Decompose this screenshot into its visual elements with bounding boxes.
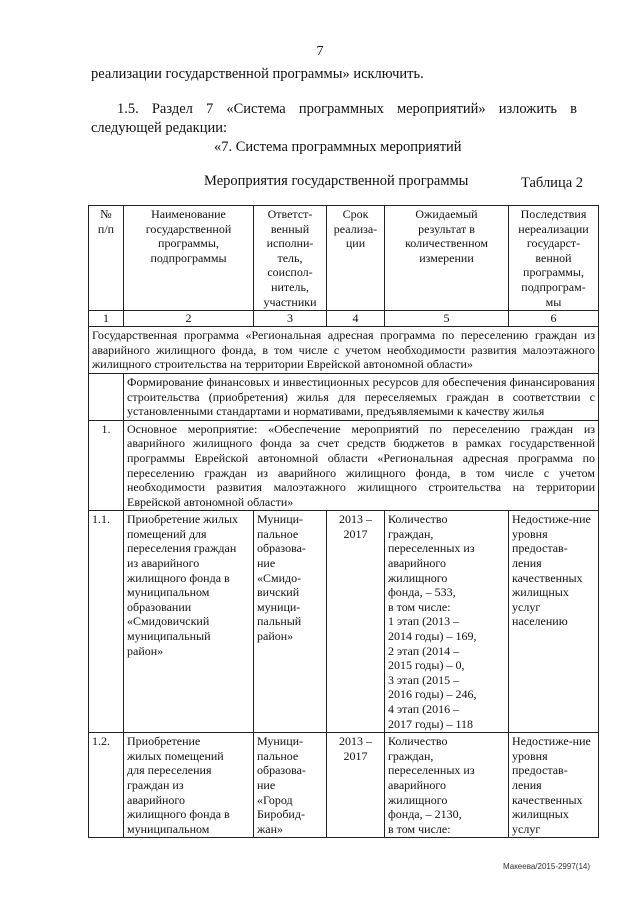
row-number: 1. xyxy=(89,420,124,511)
header-cell: Ожидаемый результат в количественном измерении xyxy=(385,206,509,311)
event-name-cell: Приобретение жилых помещений для переселения граждан из аварийного жилищного фонда в муниципальном образовании «Смидовичский муниципальный район» xyxy=(124,511,254,733)
header-cell: Срок реализа- ции xyxy=(327,206,385,311)
consequences-cell: Недостиже-ние уровня предостав- ления качественных жилищных услуг населению xyxy=(509,511,599,733)
header-cell: № п/п xyxy=(89,206,124,311)
program-row xyxy=(89,327,599,374)
table-row xyxy=(89,511,599,733)
main-event-row xyxy=(89,420,599,511)
row-number: 1.1. xyxy=(89,511,124,733)
responsible-cell: Муници- пальное образова- ние «Смидо- вичский муници- пальный район» xyxy=(254,511,327,733)
header-row xyxy=(89,206,599,311)
program-events-table xyxy=(88,205,599,838)
consequences-cell: Недостиже-ние уровня предостав- ления качественных жилищных услуг xyxy=(509,733,599,838)
table-row xyxy=(89,733,599,838)
period-cell: 2013 – 2017 xyxy=(327,733,385,838)
text-line-2: 1.5. Раздел 7 «Система программных мероприятий» изложить в xyxy=(117,101,577,117)
column-number: 2 xyxy=(124,311,254,327)
column-number: 6 xyxy=(509,311,599,327)
page-number: 7 xyxy=(316,44,324,59)
result-cell: Количество граждан, переселенных из аварийного жилищного фонда, – 2130, в том числе: xyxy=(385,733,509,838)
section-title: «7. Система программных мероприятий xyxy=(214,139,462,155)
event-name-cell: Приобретение жилых помещений для переселения граждан из аварийного жилищного фонда в муниципальном xyxy=(124,733,254,838)
text-line-3: следующей редакции: xyxy=(91,120,228,136)
document-footer-code: Макеева/2015-2997(14) xyxy=(503,862,591,871)
goal-row xyxy=(89,373,599,420)
header-cell: Последствия нереализации государст- венной программы, подпрограм- мы xyxy=(509,206,599,311)
main-event-cell: Основное мероприятие: «Обеспечение мероприятий по переселению граждан из аварийного жилищного фонда за счет средств бюджетов в рамках государственной программы Еврейской автономной области «Региональная адресная программа по переселению граждан из аварийного жилищного фонда, в том числе с учетом необходимости развития малоэтажного жилищного строительства на территории Еврейской автономной области» xyxy=(124,420,599,511)
column-number: 4 xyxy=(327,311,385,327)
column-number: 3 xyxy=(254,311,327,327)
program-title-cell: Государственная программа «Региональная адресная программа по переселению граждан из аварийного жилищного фонда, в том числе с учетом необходимости развития малоэтажного жилищного строительства на территории Еврейской автономной области» xyxy=(89,327,599,374)
text-line-1: реализации государственной программы» исключить. xyxy=(91,66,424,82)
table-title: Мероприятия государственной программы xyxy=(204,173,469,189)
column-number: 1 xyxy=(89,311,124,327)
responsible-cell: Муници- пальное образова- ние «Город Биробид- жан» xyxy=(254,733,327,838)
period-cell: 2013 – 2017 xyxy=(327,511,385,733)
goal-cell: Формирование финансовых и инвестиционных ресурсов для обеспечения финансирования строительства (приобретения) жилья для переселяемых граждан в соответствии с установленными стандартами и нормативами, предъявляемыми к качеству жилья xyxy=(124,373,599,420)
table-label: Таблица 2 xyxy=(521,175,584,191)
header-cell: Наименование государственной программы, подпрограммы xyxy=(124,206,254,311)
header-cell: Ответст- венный исполни- тель, соиспол- нитель, участники xyxy=(254,206,327,311)
empty-cell xyxy=(89,373,124,420)
column-number-row xyxy=(89,311,599,327)
column-number: 5 xyxy=(385,311,509,327)
row-number: 1.2. xyxy=(89,733,124,838)
result-cell: Количество граждан, переселенных из аварийного жилищного фонда, – 533, в том числе: 1 этап (2013 – 2014 годы) – 169, 2 этап (2014 – 2015 годы) – 0, 3 этап (2015 – 2016 годы) – 246, 4 этап (2016 – 2017 годы) – 118 xyxy=(385,511,509,733)
